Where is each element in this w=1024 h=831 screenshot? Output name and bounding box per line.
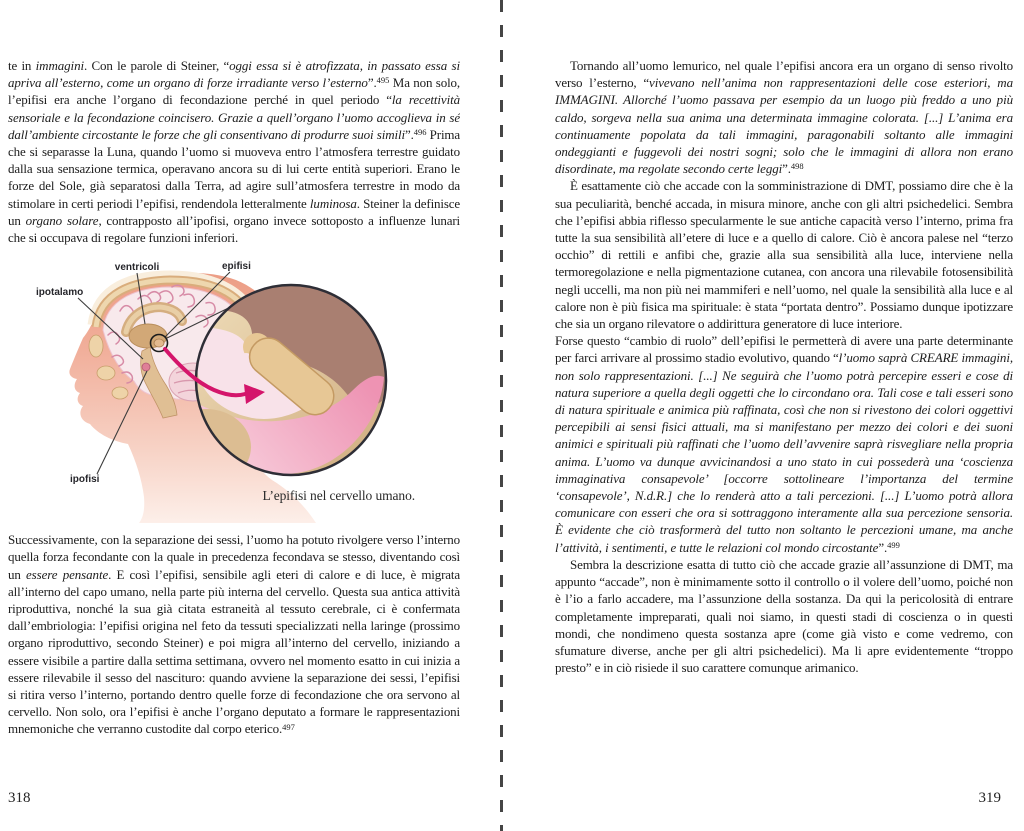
figure-label-ipofisi: ipofisi bbox=[70, 474, 100, 486]
figure-caption: L’epifisi nel cervello umano. bbox=[262, 488, 415, 504]
page-number-left: 318 bbox=[8, 790, 31, 806]
body-paragraph: Sembra la descrizione esatta di tutto ciò che accade grazie all’assunzione di DMT, ma appunto “accade”, non è minimamente sotto il controllo o il volere dell’uomo, poiché non è l’io a farlo accadere, ma l’assunzione della sostanza. Da qui la pericolosità di entrare completamente impreparati, quali noi siamo, in questi stadi di coscienza o in questi mondi, che nondimeno questa sostanza apre (come già visto e come vedremo, con sfumature diverse, anche per gli altri psichedelici). Ma li apre evidentemente “troppo presto” e in ciò risiede il suo carattere comunque arimanico. bbox=[555, 556, 1013, 676]
pineal-gland bbox=[154, 339, 164, 347]
spine-divider-dashed-line bbox=[500, 0, 503, 831]
brain-illustration-svg bbox=[30, 258, 460, 523]
figure-label-epifisi: epifisi bbox=[222, 261, 251, 273]
page-left-text bbox=[8, 0, 460, 738]
page-number-right: 319 bbox=[978, 790, 1001, 806]
page-left bbox=[8, 0, 460, 831]
page-right-text bbox=[555, 0, 1013, 676]
sinus-3 bbox=[112, 387, 128, 399]
figure-label-ventricoli: ventricoli bbox=[114, 262, 160, 274]
body-paragraph: Forse questo “cambio di ruolo” dell’epifisi le permetterà di avere una parte determinante per farci arrivare al prossimo stadio evolutivo, quando “l’uomo saprà CREARE immagini, non solo rappresentazioni. [...] Ne seguirà che l’uomo potrà percepire esseri e cose di natura superiore a quella degli oggetti che lo circondano ora. Tali cose e tali esseri sono di natura spirituale e animica più raffinata, così che non si rivestono dei colori oggettivi percepibili ai sensi fisici attuali, ma si manifestano per mezzo dei colori e dei suoni animici e spirituali più raffinati che l’uomo dell’avvenire saprà risvegliare nella propria anima. L’uomo va dunque avvicinandosi a uno stato in cui possederà una ‘coscienza immaginativa consapevole’ [occorre sottolineare l’importanza del termine ‘consapevole’, N.d.R.] che lo renderà atto a tali percezioni. [...] L’uomo potrà allora comunicare con esseri che ora si sottraggono interamente alla sua percezione sensoria. È evidente che ciò trasformerà del tutto non soltanto le percezioni umane, ma anche l’attività, i sentimenti, e tutte le relazioni col mondo circostante”.$^{499}$ bbox=[555, 333, 1013, 555]
body-paragraph: Tornando all’uomo lemurico, nel quale l’epifisi ancora era un organo di senso rivolto verso l’esterno, “vivevano nell’anima non rappresentazioni delle cose esteriori, ma IMMAGINI. Allorché l’uomo passava per esempio da un luogo più freddo a uno più caldo, sorgeva nella sua anima una determinata immagine colorata. [...] L’anima era continuamente popolata da tali immagini, paragonabili soltanto alle immagini ondeggianti e fuggevoli dei nostri sogni; solo che le immagini di allora non erano disordinate, ma regolate secondo certe leggi”.$^{498}$ bbox=[555, 58, 1013, 177]
sinus-2 bbox=[97, 366, 115, 380]
figure-label-ipotalamo: ipotalamo bbox=[36, 287, 84, 299]
sinus-1 bbox=[89, 335, 103, 357]
body-paragraph: te in immagini. Con le parole di Steiner, “oggi essa si è atrofizzata, in passato essa si apriva all’esterno, come un organo di forze irradiante verso l’esterno”.$^{495}$ Ma non solo, l’epifisi era anche l’organo di fecondazione perché in quel periodo “la recettività sensoriale e la fecondazione coincisero. Grazie a quell’organo l’uomo accoglieva in sé dall’ambiente circostante le forze che gli consentivano di produrre suoi simili”.$^{496}$ Prima che si separasse la Luna, quando l’uomo si muoveva entro l’atmosfera terrestre guidato dalla sua sensazione termica, operavano ancora su di lui certe entità superiori. Erano le forze del Sole, già separatosi dalla Terra, ad agire sull’atmosfera terrestre in modo da stimolare in certi periodi l’epifisi, rendendola letteralmente luminosa. Steiner la definisce un organo solare, contrapposto all’ipofisi, organo invece sottoposto a influenze lunari che si occupava di regolare funzioni inferiori. bbox=[8, 58, 460, 246]
page-right bbox=[555, 0, 1013, 831]
body-paragraph: È esattamente ciò che accade con la somministrazione di DMT, possiamo dire che è la sua peculiarità, benché accada, in misura minore, anche con gli altri psichedelici. Sembra che l’epifisi abbia riflesso specularmente le sue antiche capacità verso l’interno, prima fra tutte la sua sensibilità all’etere di luce e a quello di calore. Ciò è ancora palese nel “terzo occhio” di rettili e anfibi che, grazie alla sua sensibilità alla luce, interviene nella termoregolazione e nella pigmentazione cutanea, con ancora una rilevabile fotosensibilità negli uccelli, ma non più nei mammiferi e nell’uomo, nel quale la sensibilità alla luce e al calore non è più fisica ma spirituale: è stata “portata dentro”. Possiamo dunque ipotizzare che sia un organo rilevatore o addirittura generatore di luce interiore. bbox=[555, 178, 1013, 332]
body-paragraph: Successivamente, con la separazione dei sessi, l’uomo ha potuto rivolgere verso l’interno quella forza fecondante con la quale in precedenza fecondava se stesso, diventando così un essere pensante. E così l’epifisi, sensibile agli eteri di calore e di luce, è migrata all’interno del capo umano, nella parte più interna del cervello. Questa sua antica attività riproduttiva, nonché la sua già citata estraneità al tessuto cerebrale, ci è confermata dall’embriologia: l’epifisi origina nel feto da tessuti specializzati nella laringe (prossimo organo riproduttivo, secondo Steiner) e poi migra all’interno del cervello, iniziando a essere visibile a partire dalla settima settimana, ovvero nel momento esatto in cui inizia a essere rilevabile il sesso del nascituro: quando avviene la separazione dei sessi, l’epifisi si ritira verso l’interno, portando dentro quelle forze di fecondazione che ora servono al cervello. Non solo, ora l’epifisi è anche l’organo deputato a formare le rappresentazioni mnemoniche che verranno custodite dal corpo eterico.$^{497}$ bbox=[8, 532, 460, 737]
pituitary bbox=[142, 363, 150, 371]
brain-illustration bbox=[30, 258, 460, 523]
